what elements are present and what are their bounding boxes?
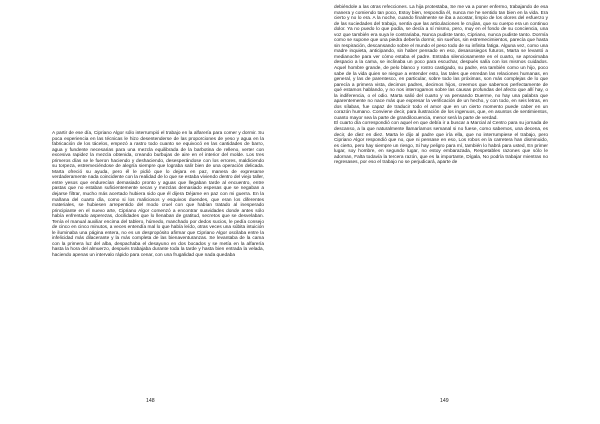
left-page-body <box>52 131 264 259</box>
right-page-number: 149 <box>440 398 449 404</box>
left-page-number: 148 <box>146 398 155 404</box>
right-paragraph-1: debiéndole a las otras refecciones. La hija protestaba, Se me va a poner enfermo, trabajando de esa manera y comiendo tan poco, Estoy bien, respondía él, nunca me he sentido tan bien en la vida. Era cierto y no lo era. A la noche, cuando finalmente se iba a acostar, limpio de los olores del esfuerzo y de las suciedades del trabajo, sentía que las articulaciones le crujían, que su cuerpo era un continuo dolor. Ya no puedo lo que podía, se decía a sí mismo, pero, muy en el fondo de su conciencia, una voz que también era suya le contrariaba, Nunca pudiste tanto, Cipriano, nunca pudiste tanto. Dormía como se supone que una piedra debería dormir, sin sueños, sin estremecimientos, parecía que hasta sin respiración, descansando sobre el mundo el peso todo de su infinita fatiga. Alguna vez, como una madre inquieta, anticipando, sin haber pensado en eso, desasosiegos futuros, Marta se levantó a medianoche para ver cómo estaba el padre. Entraba silenciosamente en el cuarto, se aproximaba despacio a la cama, se inclinaba un poco para escuchar, después salía con los mismos cuidados. Aquel hombre grande, de pelo blanco y rostro castigado, su padre, era también como un hijo, poco sabe de la vida quien se niegue a entender esto, las tales que enredan las relaciones humanas, en general, y las de parentesco, en particular, sobre todo las próximas, son más complejas de lo que parecía a primera vista, decimos padres, decimos hijos, creemos que sabemos perfectamente de qué estamos hablando, y no nos interrogamos sobre las causas profundas del afecto que allí hay, o la indiferencia, o el odio. Marta salió del cuarto y va pensando Duerme, no hay una palabra que aparentemente no nace más que expresar la verificación de un hecho, y con todo, en seis letras, en dos sílabas, fue capaz de traducir todo el amor que en un cierto momento puede caber en un corazón humano. Conviene decir, para ilustración de los ingenuos, que, en asuntos de sentimientos, cuanto mayor sea la parte de grandilocuencia, menor será la parte de verdad. <box>334 5 548 121</box>
right-page-body <box>334 5 548 166</box>
right-paragraph-2: El cuarto día correspondió con aquel en que debía ir a buscar a Marcial al Centro para su jornada de descanso, a la que naturalmente llamaríamos semanal si no fuese, como sabemos, una decena, es decir, de diez en diez. Marta le dijo al padre que iría ella, que no interrumpiese el trabajo, pero Cipriano Algor respondió que no, que ni pensase en eso, Los robos en la carretera han disminuido, es cierto, pero hay siempre un riesgo, Si hay peligro para mí, también lo habrá para usted, En primer lugar, soy hombre, en segundo lugar, no estoy embarazada, Respetables razones que sólo le adornan, Falta todavía la tercera razón, que es la importante, Dígala, No podría trabajar mientras no regresases, por eso el trabajo no se perjudicará, aparte de <box>334 121 548 166</box>
left-paragraph-1: A partir de ese día, Cipriano Algor sólo interrumpió el trabajo en la alfarería para comer y dormir. Su poca experiencia en las técnicas le hizo desentenderse de las proporciones de yeso y agua en la fabricación de los tácelos, empezó a rastro todo cuanto se equivocó en las cantidades de barro, agua y fundente necesarias para una mezcla equilibrada de la barbotina de relleno, verter con excesiva rapidez la mezcla obtenida, creando burbujas de aire en el interior del molde. Los tres primeros días se le fueron haciendo y deshaciendo, desesperándose con los errores, maldiciendo su torpeza, estremeciéndose de alegría siempre que lograba salir bien de una operación delicada. Marta ofreció su ayuda, pero él le pidió que lo dejara en paz, manera de expresarse verdaderamente nada coincidente con la realidad de lo que se estaba viviendo dentro del viejo taller, entre yesos que endurecían demasiado pronto y aguas que llegaban tarde al encuentro, entre pastas que no estaban suficientemente secas y mezclas demasiado espesas que se negaban a dejarse filtrar, mucho más acertado hubiera sido que él dijera Déjame en paz con mi guerra. En la mañana del cuarto día, como si los maliciosos y esquivos duendes, que eran los diferentes materiales, se hubiesen arrepentido del modo cruel con que habían tratado al inesperado principiante en el nuevo arte, Cipriano Algor comenzó a encontrar suavidades donde antes sólo había enfrentado asperezas, docilidades que lo llenaban de gratitud, secretos que se desvelaban. Tenía el manual auxiliar encima del tablero, húmedo, manchado por dedos sucios, le pedía consejo de cinco en cinco minutos, a veces entendía mal lo que había leído, otras veces una súbita intuición le iluminaba una página entera, no es un despropósito afirmar que Cipriano Algor oscilaba entre la infelicidad más dilacerante y la más completa de las bienaventuranzas. Se levantaba de la cama con la primera luz del alba, despachaba el desayuno en dos bocados y se metía en la alfarería hasta la hora del almuerzo, después trabajaba durante toda la tarde y hasta bien entrada la velada, haciendo apenas un intervalo rápido para cenar, con una frugalidad que nada quedaba <box>52 131 264 259</box>
right-page <box>300 0 600 424</box>
